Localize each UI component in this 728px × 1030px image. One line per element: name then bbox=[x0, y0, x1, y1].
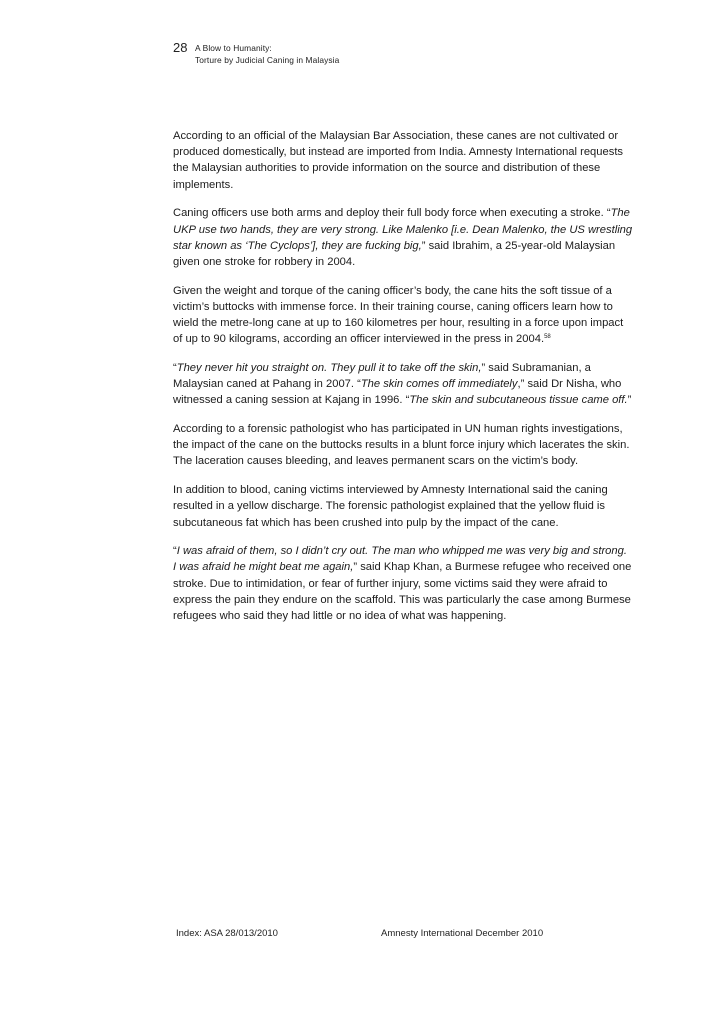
paragraph-4-quote-2: The skin comes off immediately bbox=[360, 378, 518, 391]
paragraph-7 bbox=[173, 543, 633, 624]
footnote-marker: 58 bbox=[544, 334, 551, 341]
paragraph-4 bbox=[173, 360, 633, 409]
publisher-date: Amnesty International December 2010 bbox=[381, 928, 544, 939]
paragraph-4-quote-1: They never hit you straight on. They pull it to take off the skin, bbox=[176, 361, 482, 374]
paragraph-2 bbox=[173, 205, 633, 270]
paragraph-7-post: ” said Khap Khan, a Burmese refugee who received one stroke. Due to intimidation, or fear of further injury, some victims said they were afraid to express the pain they endure on the scaffold. This was particularly the case among Burmese refugees who said they had little or no idea of what was happening. bbox=[173, 561, 632, 623]
paragraph-4-mid-2: ,” said Dr Nisha, who witnessed a caning session at Kajang in 1996. “ bbox=[173, 378, 622, 407]
paragraph-4-open: “ bbox=[173, 361, 177, 374]
paragraph-2-quote: The UKP use two hands, they are very strong. Like Malenko [i.e. Dean Malenko, the US wrestling star known as ‘The Cyclops’], they are fucking big, bbox=[173, 207, 633, 252]
paragraph-1: According to an official of the Malaysian Bar Association, these canes are not cultivated or produced domestically, but instead are imported from India. Amnesty International requests the Malaysian authorities to provide information on the source and distribution of these implements. bbox=[173, 130, 624, 191]
running-title-line-1: A Blow to Humanity: bbox=[195, 43, 272, 53]
page-header bbox=[173, 40, 339, 66]
page-number: 28 bbox=[173, 40, 188, 55]
paragraph-4-mid-1: ” said Subramanian, a Malaysian caned at Pahang in 2007. “ bbox=[173, 361, 591, 391]
paragraph-2-pre: Caning officers use both arms and deploy their full body force when executing a stroke. “ bbox=[173, 207, 611, 220]
paragraph-2-post: ” said Ibrahim, a 25-year-old Malaysian given one stroke for robbery in 2004. bbox=[173, 239, 616, 268]
running-title-line-2: Torture by Judicial Caning in Malaysia bbox=[195, 55, 340, 65]
paragraph-7-quote: I was afraid of them, so I didn’t cry out. The man who whipped me was very big and strong. I was afraid he might beat me again, bbox=[173, 545, 627, 574]
body-text bbox=[173, 128, 633, 637]
paragraph-3-text: Given the weight and torque of the caning officer’s body, the cane hits the soft tissue of a victim’s buttocks with immense force. In their training course, caning officers learn how to wield the metre-long cane at up to 160 kilometres per hour, resulting in a force upon impact of up to 90 kilograms, according an officer interviewed in the press in 2004. bbox=[173, 284, 624, 346]
paragraph-5: According to a forensic pathologist who has participated in UN human rights investigations, the impact of the cane on the buttocks results in a blunt force injury which lacerates the skin. The laceration causes bleeding, and leaves permanent scars on the victim’s body. bbox=[173, 423, 630, 468]
document-index: Index: ASA 28/013/2010 bbox=[176, 928, 278, 939]
paragraph-6: In addition to blood, caning victims interviewed by Amnesty International said the caning resulted in a yellow discharge. The forensic pathologist explained that the yellow fluid is subcutaneous fat which has been crushed into pulp by the impact of the cane. bbox=[173, 484, 608, 529]
paragraph-4-close: ” bbox=[627, 394, 632, 407]
paragraph-7-open: “ bbox=[173, 545, 177, 558]
paragraph-4-quote-3: The skin and subcutaneous tissue came off. bbox=[409, 394, 628, 407]
paragraph-3 bbox=[173, 283, 633, 348]
running-title bbox=[195, 40, 339, 66]
